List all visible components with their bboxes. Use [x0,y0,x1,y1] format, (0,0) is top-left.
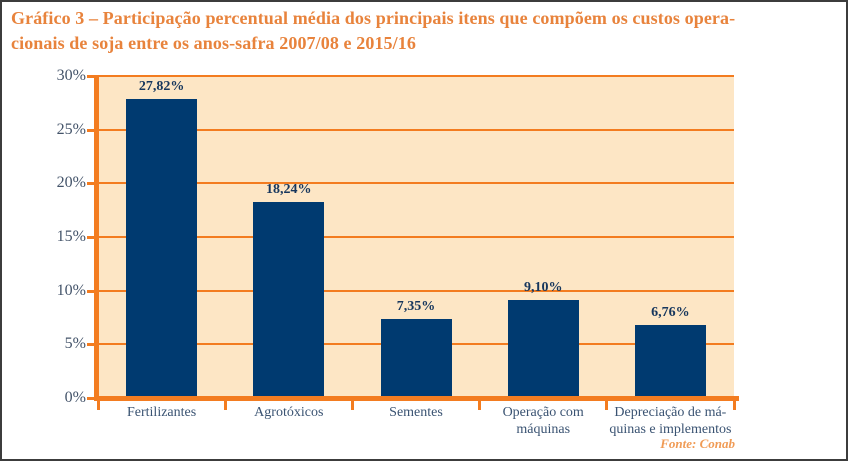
category-label-line: Depreciação de má- [614,405,727,420]
y-axis-tick-20% [87,182,98,185]
source-note: Fonte: Conab [660,436,735,451]
bar-Depreciação de máquinas e implementos [635,325,706,398]
bar-chart [2,2,846,459]
category-label-Sementes [352,404,479,421]
y-axis-tick-30% [87,75,98,78]
y-axis-tick-10% [87,290,98,293]
y-axis-tick-label: 25% [56,120,86,138]
gridline-30 [98,75,734,77]
y-axis-tick-label: 0% [64,389,86,406]
category-label-line: quinas e implementos [609,422,732,437]
category-label-Fertilizantes [98,404,225,421]
chart-title-line1: Gráfico 3 – Participação percentual média dos principais itens que compõem os custos opera- [11,8,736,28]
bar-Sementes [381,319,452,398]
category-label-Agrotóxicos [225,404,352,421]
chart-title-line2: cionais de soja entre os anos-safra 2007/08 e 2015/16 [11,33,416,53]
y-axis-tick-25% [87,129,98,132]
bar-value-label: 6,76% [651,305,690,321]
category-label-line: Fertilizantes [126,405,197,420]
bar-value-label: 27,82% [138,79,185,95]
category-label-Operação com máquinas [480,404,607,438]
y-axis-tick-label: 20% [56,174,86,192]
category-label-line: Sementes [389,405,443,420]
x-axis-line [94,396,739,401]
y-axis-tick-label: 5% [64,335,86,353]
plot-area [98,76,734,398]
y-axis-tick-label: 30% [56,67,86,84]
bar-Operação com máquinas [508,300,579,398]
category-label-Depreciação de máquinas e implementos [607,404,734,438]
category-label-line: Agrotóxicos [254,405,324,420]
bar-Agrotóxicos [253,202,324,398]
bar-Fertilizantes [126,99,197,398]
bar-value-label: 7,35% [396,299,436,315]
category-label-line: Operação com [502,405,584,420]
y-axis-tick-5% [87,343,98,346]
bar-value-label: 9,10% [523,280,563,296]
y-axis-tick-label: 10% [56,281,86,299]
y-axis-tick-15% [87,236,98,239]
y-axis-tick-label: 15% [56,228,86,245]
category-label-line: máquinas [516,422,571,437]
bar-value-label: 18,24% [266,182,312,198]
